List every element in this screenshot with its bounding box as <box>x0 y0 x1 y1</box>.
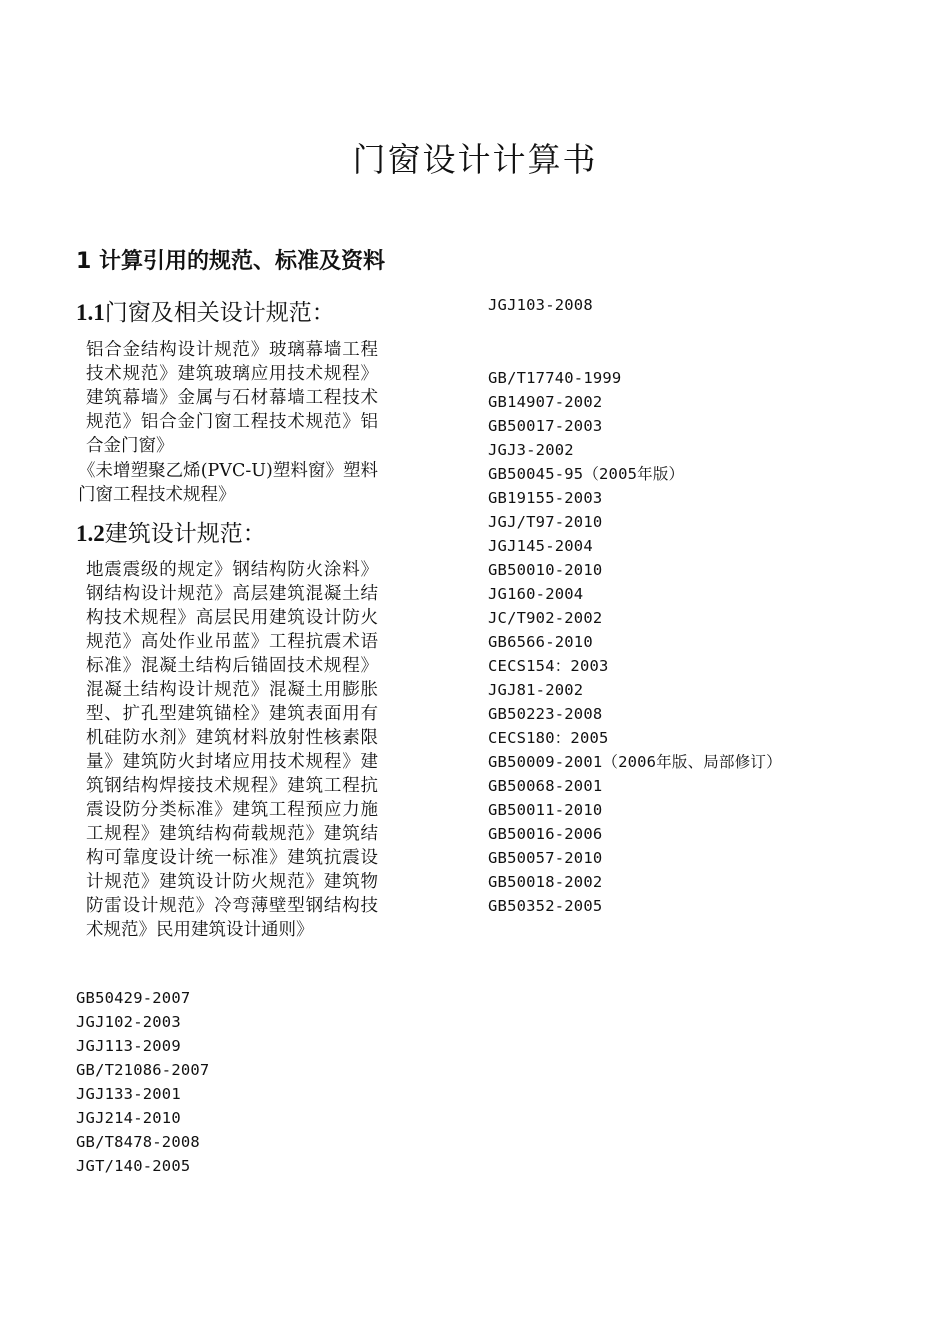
plastic-window-standards-paragraph: 《未增塑聚乙烯(PVC-U)塑料窗》塑料门窗工程技术规程》 <box>78 461 378 505</box>
standard-code: GB50018-2002 <box>488 873 603 891</box>
subsection-label: 建筑设计规范： <box>104 521 266 547</box>
standard-code: GB50057-2010 <box>488 849 603 867</box>
standard-code: CECS154：2003 <box>488 657 609 675</box>
standard-code: GB50352-2005 <box>488 897 603 915</box>
standard-code: GB50045-95（2005年版） <box>488 465 685 483</box>
standard-code: GB6566-2010 <box>488 633 593 651</box>
standard-code: JGJ/T97-2010 <box>488 513 603 531</box>
left-standard-code-list <box>76 986 209 1178</box>
standard-code: JGJ81-2002 <box>488 681 584 699</box>
standard-code: CECS180：2005 <box>488 729 609 747</box>
standard-code: GB/T21086-2007 <box>76 1061 210 1079</box>
standard-code: GB14907-2002 <box>488 393 603 411</box>
subsection-number: 1.2 <box>76 521 105 546</box>
subsection-heading-1-1 <box>76 294 335 327</box>
standard-code: GB50223-2008 <box>488 705 603 723</box>
standard-code: GB50016-2006 <box>488 825 603 843</box>
standard-code: JGJ145-2004 <box>488 537 593 555</box>
standard-code: GB50068-2001 <box>488 777 603 795</box>
door-window-standards-paragraph: 铝合金结构设计规范》玻璃幕墙工程技术规范》建筑玻璃应用技术规程》建筑幕墙》金属与石材幕墙工程技术规范》铝合金门窗工程技术规范》铝合金门窗》 <box>86 340 378 456</box>
standard-code: JC/T902-2002 <box>488 609 603 627</box>
standard-code: GB50017-2003 <box>488 417 603 435</box>
standard-code: JGJ102-2003 <box>76 1013 181 1031</box>
subsection-heading-1-2 <box>76 515 266 548</box>
right-standard-code-list <box>488 366 788 918</box>
subsection-number: 1.1 <box>76 300 105 325</box>
standard-code: GB/T17740-1999 <box>488 369 622 387</box>
standard-code: JGJ133-2001 <box>76 1085 181 1103</box>
page-title: 门窗设计计算书 <box>352 140 598 179</box>
subsection-label: 门窗及相关设计规范： <box>104 300 335 326</box>
standard-code: JGT/140-2005 <box>76 1157 191 1175</box>
right-top-standard-code <box>488 293 593 317</box>
building-standards-paragraph: 地震震级的规定》钢结构防火涂料》钢结构设计规范》高层建筑混凝土结构技术规程》高层民用建筑设计防火规范》高处作业吊蓝》工程抗震术语标准》混凝土结构后锚固技术规程》混凝土结构设计规范》混凝土用膨胀型、扩孔型建筑锚栓》建筑表面用有机硅防水剂》建筑材料放射性核素限量》建筑防火封堵应用技术规程》建筑钢结构焊接技术规程》建筑工程抗震设防分类标准》建筑工程预应力施工规程》建筑结构荷载规范》建筑结构可靠度设计统一标准》建筑抗震设计规范》建筑设计防火规范》建筑物防雷设计规范》冷弯薄壁型钢结构技术规范》民用建筑设计通则》 <box>86 560 378 940</box>
standard-code: GB50011-2010 <box>488 801 603 819</box>
standard-code: JGJ103-2008 <box>488 296 593 314</box>
standard-code: JGJ113-2009 <box>76 1037 181 1055</box>
section-heading-1: 1 计算引用的规范、标准及资料 <box>76 249 385 274</box>
standard-code: JGJ3-2002 <box>488 441 574 459</box>
standard-code: JG160-2004 <box>488 585 584 603</box>
standard-code: GB/T8478-2008 <box>76 1133 200 1151</box>
standard-code: GB19155-2003 <box>488 489 603 507</box>
standard-code: GB50010-2010 <box>488 561 603 579</box>
standard-code: GB50429-2007 <box>76 989 191 1007</box>
standard-code: GB50009-2001（2006年版、局部修订） <box>488 753 782 771</box>
standard-code: JGJ214-2010 <box>76 1109 181 1127</box>
